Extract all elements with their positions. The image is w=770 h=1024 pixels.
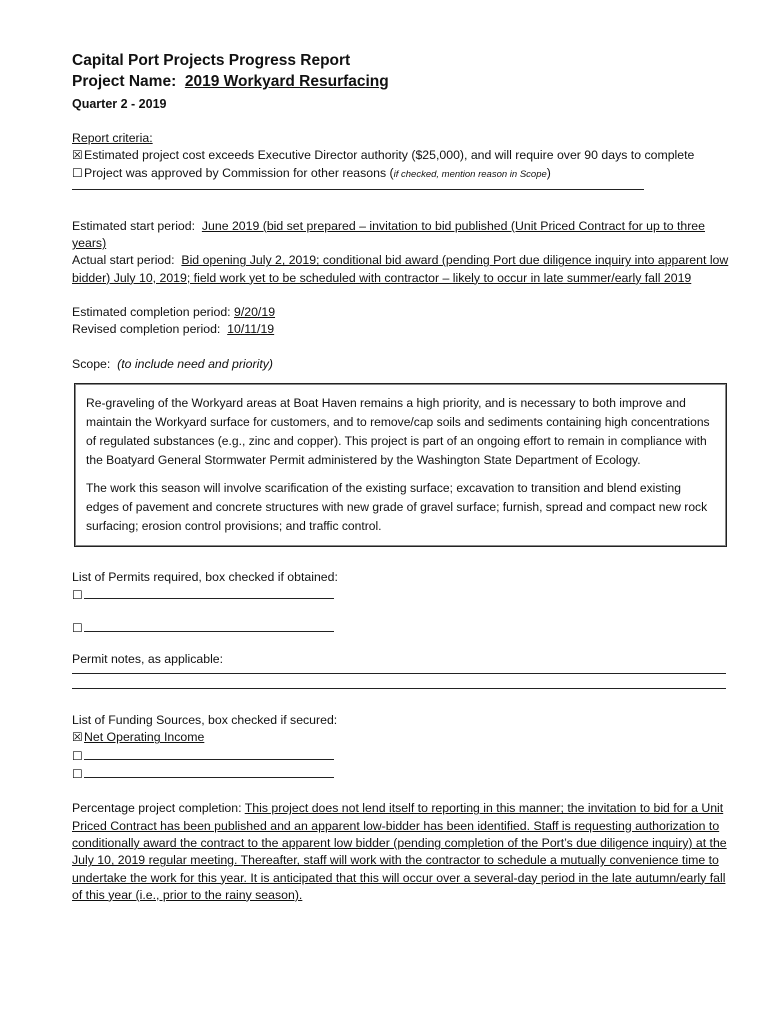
checked-box-icon[interactable]: ☒	[72, 730, 83, 745]
revised-completion-label: Revised completion period:	[72, 322, 221, 337]
funding-heading: List of Funding Sources, box checked if secured:	[72, 713, 338, 728]
completion-label: Percentage project completion:	[72, 801, 242, 816]
actual-start-value: Bid opening July 2, 2019; conditional bid award (pending Port due diligence inquiry into apparent low bidder) July 10, 2019; field work yet to be scheduled with contractor – likely to occur in late summer/early fall 2019	[72, 253, 729, 285]
scope-label: Scope:	[72, 356, 111, 371]
completion-value: This project does not lend itself to reporting in this manner; the invitation to bid for a Unit Priced Contract has been published and an apparent low-bidder has been identified. Staff is requesting authorization to conditionally award the contract to the apparent low bidder (pending completion of the Port’s due diligence inquiry) at the July 10, 2019 regular meeting. Thereafter, staff will work with the contractor to schedule a mutually convenience time to undertake the work for this year. It is anticipated that this will occur over a several-day period in the late autumn/early fall of this year (i.e., prior to the rainy season).	[72, 801, 727, 902]
checked-box-icon[interactable]: ☒	[72, 148, 83, 163]
project-name: 2019 Workyard Resurfacing	[184, 73, 389, 90]
estimated-completion-value: 9/20/19	[234, 305, 276, 320]
funding-item-2	[72, 747, 734, 765]
estimated-start-label: Estimated start period:	[72, 218, 196, 233]
funding-blank-3[interactable]	[84, 765, 334, 778]
funding-blank-2[interactable]	[84, 747, 334, 760]
criteria-item-cost	[72, 147, 734, 164]
unchecked-box-icon[interactable]: ☐	[72, 165, 83, 180]
estimated-completion-line	[72, 304, 734, 321]
funding-item-1	[72, 729, 734, 746]
permit-item-1	[72, 586, 734, 604]
funding-item-3	[72, 765, 734, 783]
actual-start-label: Actual start period:	[72, 253, 175, 268]
revised-completion-line	[72, 321, 734, 338]
project-name-line	[72, 71, 734, 92]
permits-heading: List of Permits required, box checked if obtained:	[72, 569, 338, 584]
criteria-item-cost-text: Estimated project cost exceeds Executive Director authority ($25,000), and will require over 90 days to complete	[84, 148, 695, 163]
permit-blank-2[interactable]	[84, 619, 334, 632]
actual-start-line	[72, 252, 734, 287]
estimated-start-value: June 2019 (bid set prepared – invitation to bid published (Unit Priced Contract for up to three years)	[72, 218, 705, 251]
criteria-heading: Report criteria:	[72, 131, 153, 145]
unchecked-box-icon[interactable]: ☐	[72, 767, 83, 782]
scope-note: (to include need and priority)	[117, 356, 273, 371]
unchecked-box-icon[interactable]: ☐	[72, 620, 83, 635]
permit-notes-heading: Permit notes, as applicable:	[72, 651, 224, 666]
scope-line	[72, 356, 734, 373]
estimated-completion-label: Estimated completion period:	[72, 305, 231, 320]
completion-paragraph	[72, 800, 734, 904]
revised-completion-value: 10/11/19	[227, 322, 275, 337]
report-title: Capital Port Projects Progress Report	[72, 52, 351, 69]
permit-notes-line-2[interactable]	[72, 674, 726, 689]
criteria-rule-line	[72, 183, 644, 190]
report-content	[72, 50, 734, 904]
criteria-item-commission	[72, 165, 734, 183]
criteria-item-commission-text: Project was approved by Commission for other reasons (	[84, 165, 394, 180]
permit-blank-1[interactable]	[84, 586, 334, 599]
project-name-label: Project Name:	[72, 73, 177, 90]
quarter-label: Quarter 2 - 2019	[72, 97, 167, 111]
scope-box	[74, 383, 727, 547]
criteria-item-commission-close: )	[546, 165, 551, 180]
criteria-item-commission-note: if checked, mention reason in Scope	[393, 168, 547, 180]
scope-paragraph-1: Re-graveling of the Workyard areas at Boat Haven remains a high priority, and is necessary to both improve and maintain the Workyard surface for customers, and to remove/cap soils and sediments containing high concentrations of regulated substances (e.g., zinc and copper). This project is part of an ongoing effort to remain in compliance with the Boatyard General Stormwater Permit administered by the Washington State Department of Ecology.	[86, 395, 710, 467]
funding-item-1-text: Net Operating Income	[84, 730, 205, 745]
permit-item-2	[72, 619, 734, 637]
unchecked-box-icon[interactable]: ☐	[72, 588, 83, 603]
estimated-start-line	[72, 218, 734, 253]
unchecked-box-icon[interactable]: ☐	[72, 748, 83, 763]
scope-paragraph-2: The work this season will involve scarification of the existing surface; excavation to transition and blend existing edges of pavement and concrete structures with new grade of gravel surface; furnish, spread and compact new rock surfacing; erosion control provisions; and traffic control.	[86, 480, 708, 533]
